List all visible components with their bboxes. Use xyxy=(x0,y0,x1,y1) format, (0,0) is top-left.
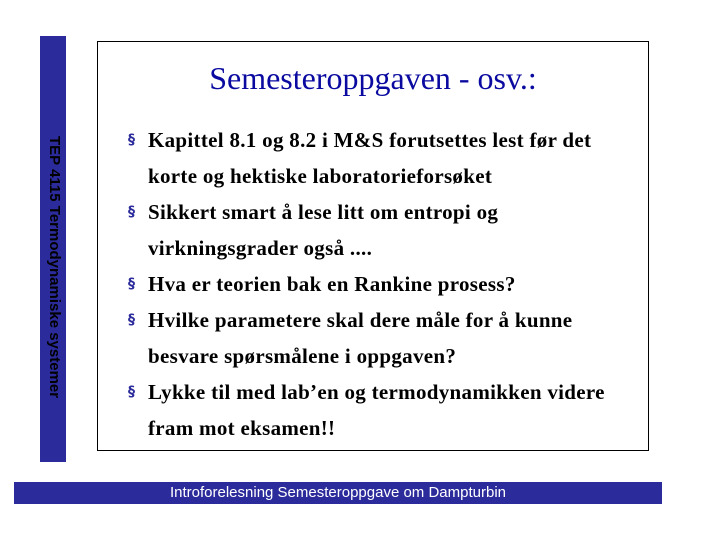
bullet-item xyxy=(128,374,638,446)
slide-title: Semesteroppgaven - osv.: xyxy=(209,60,537,96)
bullet-marker-icon: § xyxy=(128,204,136,220)
bullet-text: Lykke til med lab’en og termodynamikken videre fram mot eksamen!! xyxy=(148,380,605,440)
bullet-item xyxy=(128,194,638,266)
course-label: TEP 4115 Termodynamiske systemer xyxy=(46,136,63,399)
footer-text: Introforelesning Semesteroppgave om Dampturbin xyxy=(169,484,506,501)
bullet-text: Kapittel 8.1 og 8.2 i M&S forutsettes lest før det korte og hektiske laboratorieforsøket xyxy=(148,128,592,188)
bullet-list xyxy=(128,122,638,446)
bullet-item xyxy=(128,266,638,302)
bullet-marker-icon: § xyxy=(128,276,136,292)
bullet-text: Hva er teorien bak en Rankine prosess? xyxy=(148,272,516,296)
bullet-marker-icon: § xyxy=(128,312,136,328)
bullet-text: Sikkert smart å lese litt om entropi og virkningsgrader også .... xyxy=(148,200,499,260)
bullet-marker-icon: § xyxy=(128,132,136,148)
bullet-text: Hvilke parametere skal dere måle for å kunne besvare spørsmålene i oppgaven? xyxy=(148,308,573,368)
bullet-marker-icon: § xyxy=(128,384,136,400)
bullet-item xyxy=(128,302,638,374)
bullet-item xyxy=(128,122,638,194)
footer-bar xyxy=(14,482,662,504)
